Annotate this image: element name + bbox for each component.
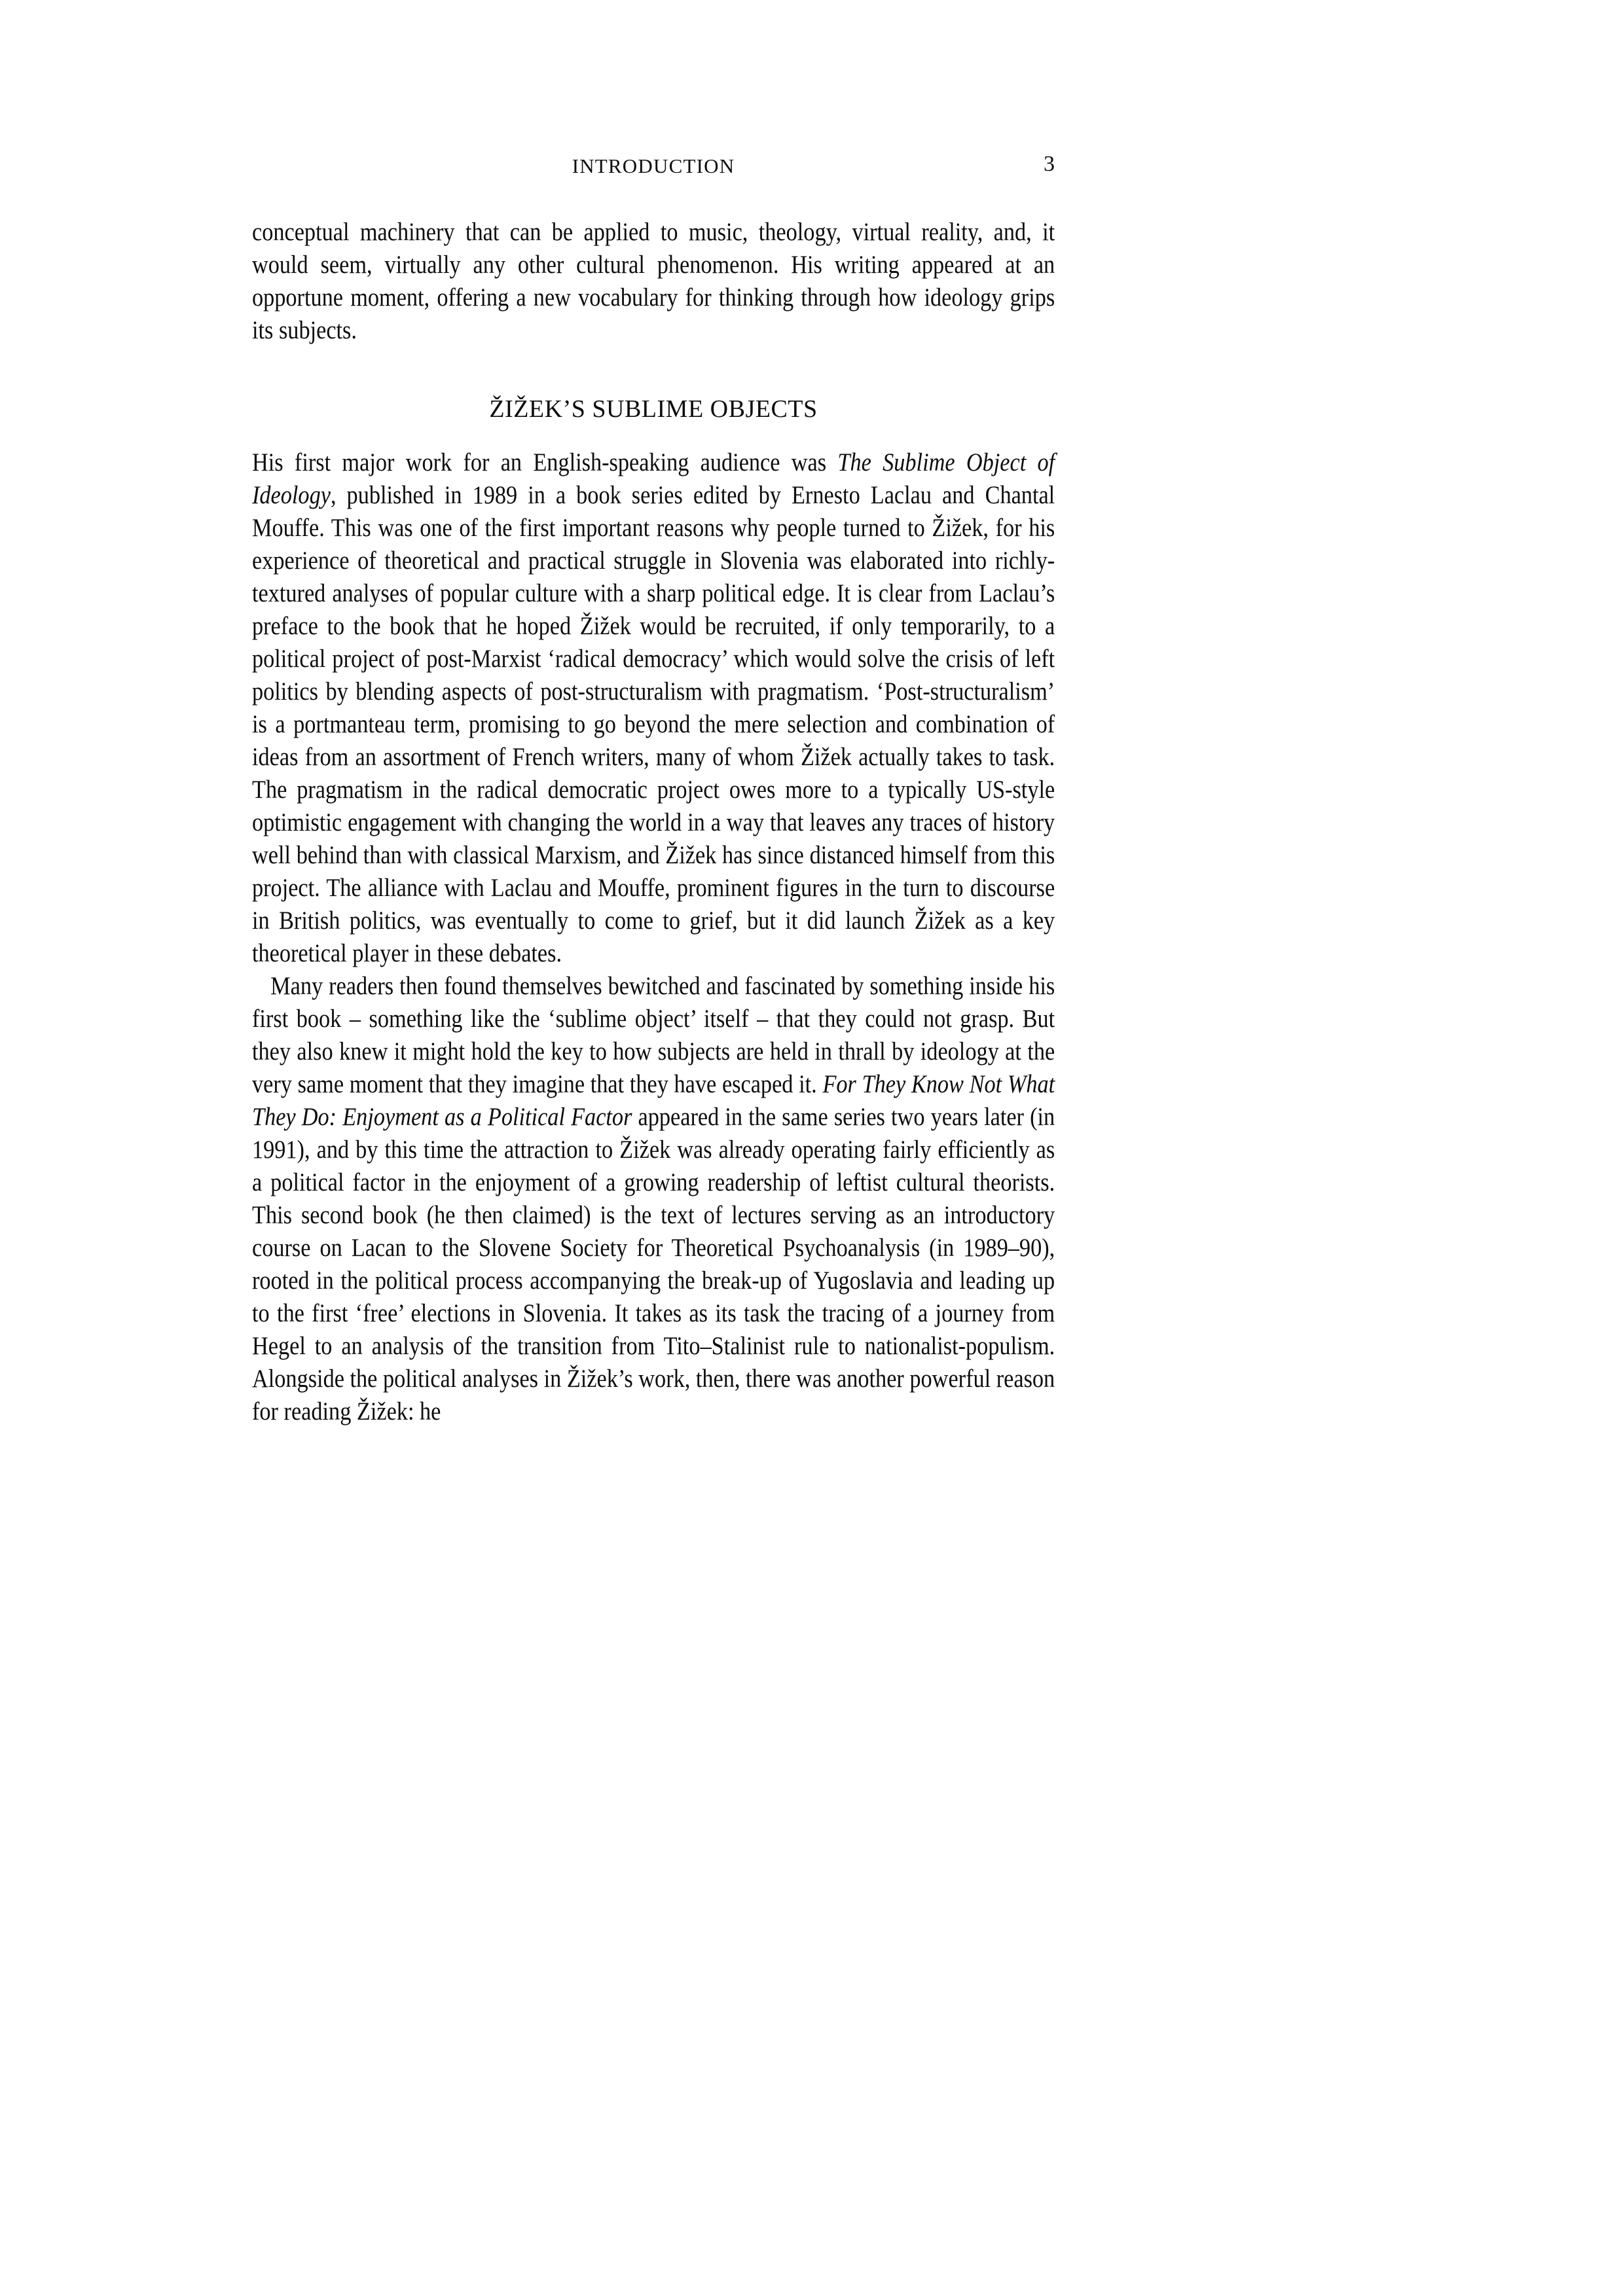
- body-paragraph: [252, 970, 1055, 1428]
- book-title-italic: The Sublime Object of Ideology: [252, 448, 1055, 509]
- section-heading: ŽIŽEK’S SUBLIME OBJECTS: [489, 395, 818, 423]
- book-title-italic: For They Know Not What They Do: Enjoyment as a Political Factor: [252, 1070, 1055, 1131]
- page-number: 3: [1044, 152, 1055, 176]
- text-run: appeared in the same series two years later (in 1991), and by this time the attraction to Žižek was already operating fairly efficiently as a political factor in the enjoyment of a growing readership of leftist cultural theorists. This second book (he then claimed) is the text of lectures serving as an introductory course on Lacan to the Slovene Society for Theoretical Psychoanalysis (in 1989–90), rooted in the political process accompanying the break-up of Yugoslavia and leading up to the first ‘free’ elections in Slovenia. It takes as its task the tracing of a journey from Hegel to an analysis of the transition from Tito–Stalinist rule to nationalist-populism. Alongside the political analyses in Žižek’s work, then, there was another powerful reason for reading Žižek: he: [252, 1103, 1055, 1426]
- text-run: , published in 1989 in a book series edited by Ernesto Laclau and Chantal Mouffe. This was one of the first important reasons why people turned to Žižek, for his experience of theoretical and practical struggle in Slovenia was elaborated into richly-textured analyses of popular culture with a sharp political edge. It is clear from Laclau’s preface to the book that he hoped Žižek would be recruited, if only temporarily, to a political project of post-Marxist ‘radical democracy’ which would solve the crisis of left politics by blending aspects of post-structuralism with pragmatism. ‘Post-structuralism’ is a portmanteau term, promising to go beyond the mere selection and combination of ideas from an assortment of French writers, many of whom Žižek actually takes to task. The pragmatism in the radical democratic project owes more to a typically US-style optimistic engagement with changing the world in a way that leaves any traces of history well behind than with classical Marxism, and Žižek has since distanced himself from this project. The alliance with Laclau and Mouffe, prominent figures in the turn to discourse in British politics, was eventually to come to grief, but it did launch Žižek as a key theoretical player in these debates.: [252, 481, 1055, 967]
- text-run: Many readers then found themselves bewitched and fascinated by something inside his first book – something like the ‘sublime object’ itself – that they could not grasp. But they also knew it might hold the key to how subjects are held in thrall by ideology at the very same moment that they imagine that they have escaped it.: [252, 972, 1055, 1098]
- text-block: [252, 216, 1055, 1428]
- text-run: His first major work for an English-speaking audience was: [252, 448, 838, 476]
- running-head-title: INTRODUCTION: [572, 154, 735, 177]
- body-paragraph: [252, 216, 1055, 347]
- body-paragraph: [252, 446, 1055, 970]
- text-run: conceptual machinery that can be applied to music, theology, virtual reality, and, it would seem, virtually any other cultural phenomenon. His writing appeared at an opportune moment, offering a new vocabulary for thinking through how ideology grips its subjects.: [252, 218, 1055, 344]
- running-head: [252, 152, 1055, 181]
